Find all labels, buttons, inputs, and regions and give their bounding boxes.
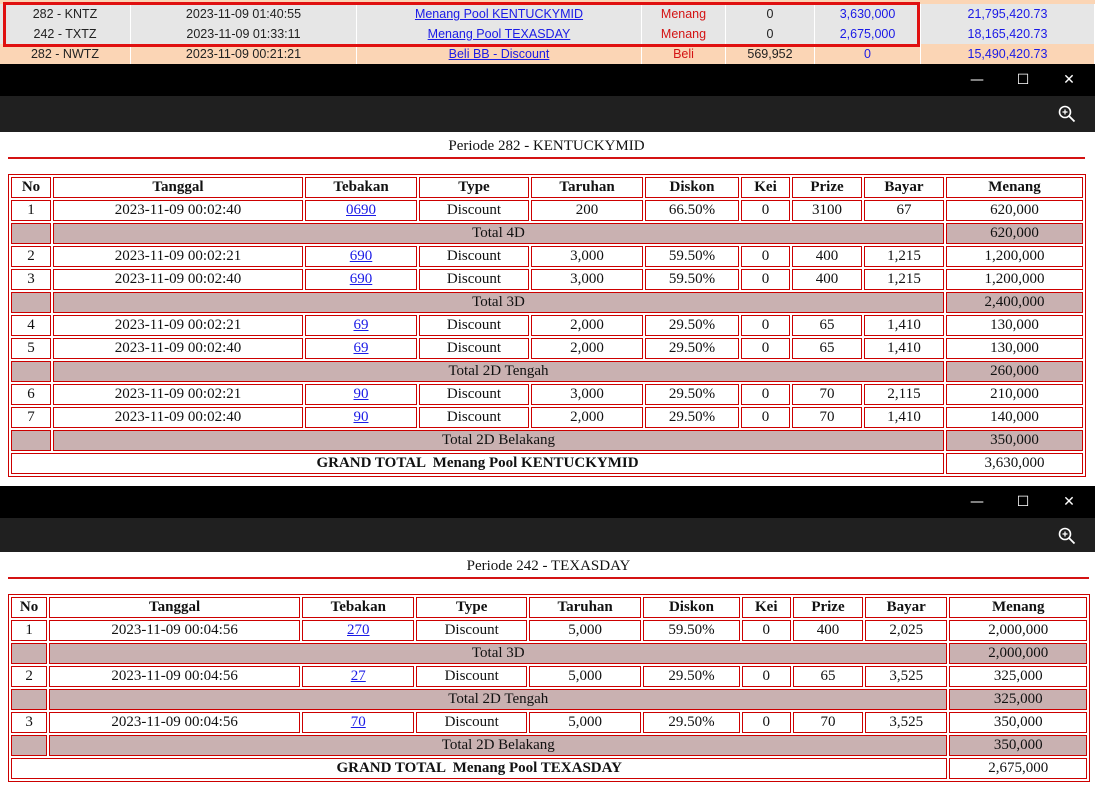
trx-debit: 0 — [726, 4, 815, 24]
cell-type: Discount — [419, 269, 529, 290]
transaction-row — [0, 44, 1095, 64]
cell-bayar: 67 — [864, 200, 944, 221]
report-window-kentuckymid — [0, 64, 1095, 488]
cell-kei: 0 — [741, 407, 790, 428]
maximize-icon[interactable]: ☐ — [1016, 72, 1030, 88]
trx-description — [357, 44, 642, 64]
cell-taruhan: 3,000 — [531, 246, 643, 267]
cell-bayar: 2,115 — [864, 384, 944, 405]
tebakan-link[interactable]: 270 — [347, 622, 370, 638]
cell-kei: 0 — [742, 666, 791, 687]
cell-bayar: 3,525 — [865, 712, 947, 733]
cell-no: 6 — [11, 384, 51, 405]
cell-tebakan — [302, 666, 414, 687]
cell-tanggal: 2023-11-09 00:02:40 — [53, 407, 303, 428]
cell-diskon: 66.50% — [645, 200, 739, 221]
cell-taruhan: 200 — [531, 200, 643, 221]
column-header: No — [11, 177, 51, 198]
tebakan-link[interactable]: 27 — [350, 668, 366, 684]
subtotal-spacer — [11, 430, 51, 451]
cell-type: Discount — [416, 712, 526, 733]
cell-no: 4 — [11, 315, 51, 336]
report-title: Periode 282 - KENTUCKYMID — [8, 138, 1085, 159]
cell-menang: 350,000 — [949, 712, 1087, 733]
subtotal-label: Total 4D — [53, 223, 944, 244]
close-icon[interactable]: ✕ — [1063, 494, 1075, 510]
tebakan-link[interactable]: 70 — [350, 714, 366, 730]
zoom-in-icon[interactable] — [1057, 526, 1077, 546]
column-header: Menang — [949, 597, 1087, 618]
cell-diskon: 29.50% — [645, 315, 739, 336]
cell-kei: 0 — [742, 620, 791, 641]
cell-no: 1 — [11, 200, 51, 221]
minimize-icon[interactable]: — — [970, 494, 984, 510]
cell-menang: 2,000,000 — [949, 620, 1087, 641]
subtotal-value: 260,000 — [946, 361, 1083, 382]
cell-taruhan: 2,000 — [531, 407, 643, 428]
cell-bayar: 1,410 — [864, 338, 944, 359]
column-header: No — [11, 597, 47, 618]
subtotal-label: Total 2D Tengah — [49, 689, 947, 710]
table-row — [11, 269, 1083, 290]
maximize-icon[interactable]: ☐ — [1016, 494, 1030, 510]
trx-balance: 21,795,420.73 — [921, 4, 1095, 24]
cell-tanggal: 2023-11-09 00:02:21 — [53, 315, 303, 336]
table-row — [11, 338, 1083, 359]
cell-prize: 70 — [792, 384, 862, 405]
cell-menang: 1,200,000 — [946, 269, 1083, 290]
cell-menang: 130,000 — [946, 338, 1083, 359]
column-header: Bayar — [865, 597, 947, 618]
trx-description — [357, 4, 642, 24]
cell-tanggal: 2023-11-09 00:04:56 — [49, 712, 300, 733]
cell-prize: 70 — [792, 407, 862, 428]
cell-taruhan: 3,000 — [531, 384, 643, 405]
subtotal-value: 2,000,000 — [949, 643, 1087, 664]
grand-total-row — [11, 453, 1083, 474]
trx-period: 242 - TXTZ — [0, 24, 131, 44]
column-header: Prize — [792, 177, 862, 198]
trx-description-link[interactable]: Menang Pool TEXASDAY — [427, 27, 571, 41]
column-header: Diskon — [643, 597, 739, 618]
cell-no: 7 — [11, 407, 51, 428]
cell-diskon: 29.50% — [645, 407, 739, 428]
subtotal-spacer — [11, 361, 51, 382]
cell-prize: 400 — [792, 269, 862, 290]
cell-diskon: 29.50% — [643, 666, 739, 687]
subtotal-row — [11, 361, 1083, 382]
trx-description-link[interactable]: Menang Pool KENTUCKYMID — [414, 7, 584, 21]
trx-credit: 2,675,000 — [815, 24, 921, 44]
subtotal-value: 2,400,000 — [946, 292, 1083, 313]
cell-menang: 140,000 — [946, 407, 1083, 428]
zoom-in-icon[interactable] — [1057, 104, 1077, 124]
table-row — [11, 712, 1087, 733]
subtotal-row — [11, 292, 1083, 313]
cell-tanggal: 2023-11-09 00:02:21 — [53, 246, 303, 267]
subtotal-label: Total 2D Tengah — [53, 361, 944, 382]
cell-bayar: 3,525 — [865, 666, 947, 687]
trx-type: Beli — [642, 44, 726, 64]
trx-period: 282 - NWTZ — [0, 44, 131, 64]
trx-description-link[interactable]: Beli BB - Discount — [448, 47, 550, 61]
trx-type: Menang — [642, 24, 726, 44]
cell-tanggal: 2023-11-09 00:04:56 — [49, 666, 300, 687]
cell-tebakan — [305, 200, 417, 221]
subtotal-row — [11, 643, 1087, 664]
cell-tebakan — [305, 315, 417, 336]
cell-tanggal: 2023-11-09 00:04:56 — [49, 620, 300, 641]
cell-tebakan — [305, 269, 417, 290]
cell-menang: 210,000 — [946, 384, 1083, 405]
cell-taruhan: 5,000 — [529, 620, 641, 641]
table-row — [11, 200, 1083, 221]
cell-tebakan — [302, 712, 414, 733]
trx-datetime: 2023-11-09 01:40:55 — [131, 4, 357, 24]
tebakan-link[interactable]: 690 — [349, 271, 373, 287]
table-header-row — [11, 597, 1087, 618]
cell-kei: 0 — [741, 246, 790, 267]
column-header: Type — [419, 177, 529, 198]
cell-taruhan: 2,000 — [531, 338, 643, 359]
cell-no: 2 — [11, 246, 51, 267]
grand-total-value: 3,630,000 — [946, 453, 1083, 474]
trx-credit: 3,630,000 — [815, 4, 921, 24]
tebakan-link[interactable]: 69 — [353, 317, 369, 333]
cell-prize: 65 — [792, 338, 862, 359]
cell-tebakan — [305, 384, 417, 405]
cell-tanggal: 2023-11-09 00:02:21 — [53, 384, 303, 405]
window-toolbar — [0, 518, 1095, 552]
cell-menang: 130,000 — [946, 315, 1083, 336]
cell-prize: 400 — [792, 246, 862, 267]
subtotal-value: 620,000 — [946, 223, 1083, 244]
cell-prize: 70 — [793, 712, 863, 733]
window-titlebar[interactable] — [0, 486, 1095, 518]
column-header: Menang — [946, 177, 1083, 198]
column-header: Taruhan — [529, 597, 641, 618]
cell-type: Discount — [419, 384, 529, 405]
table-row — [11, 666, 1087, 687]
close-icon[interactable]: ✕ — [1063, 72, 1075, 88]
cell-prize: 65 — [792, 315, 862, 336]
subtotal-spacer — [11, 643, 47, 664]
cell-prize: 65 — [793, 666, 863, 687]
cell-no: 2 — [11, 666, 47, 687]
tebakan-link[interactable]: 69 — [353, 340, 369, 356]
grand-total-label: GRAND TOTAL Menang Pool KENTUCKYMID — [11, 453, 944, 474]
trx-debit: 0 — [726, 24, 815, 44]
subtotal-spacer — [11, 689, 47, 710]
cell-prize: 400 — [793, 620, 863, 641]
cell-type: Discount — [416, 666, 526, 687]
subtotal-row — [11, 430, 1083, 451]
cell-tebakan — [305, 407, 417, 428]
cell-bayar: 1,215 — [864, 269, 944, 290]
cell-tanggal: 2023-11-09 00:02:40 — [53, 338, 303, 359]
cell-prize: 3100 — [792, 200, 862, 221]
cell-type: Discount — [419, 315, 529, 336]
column-header: Kei — [741, 177, 790, 198]
report-title: Periode 242 - TEXASDAY — [8, 558, 1089, 579]
table-header-row — [11, 177, 1083, 198]
cell-diskon: 59.50% — [645, 269, 739, 290]
cell-type: Discount — [416, 620, 526, 641]
column-header: Prize — [793, 597, 863, 618]
cell-diskon: 29.50% — [645, 338, 739, 359]
table-row — [11, 315, 1083, 336]
grand-total-label: GRAND TOTAL Menang Pool TEXASDAY — [11, 758, 947, 779]
tebakan-link[interactable]: 90 — [353, 386, 369, 402]
grand-total-value: 2,675,000 — [949, 758, 1087, 779]
cell-diskon: 29.50% — [645, 384, 739, 405]
cell-no: 3 — [11, 712, 47, 733]
trx-datetime: 2023-11-09 00:21:21 — [131, 44, 357, 64]
cell-tanggal: 2023-11-09 00:02:40 — [53, 200, 303, 221]
subtotal-label: Total 2D Belakang — [49, 735, 947, 756]
cell-menang: 1,200,000 — [946, 246, 1083, 267]
cell-tebakan — [305, 246, 417, 267]
cell-kei: 0 — [741, 269, 790, 290]
cell-taruhan: 5,000 — [529, 712, 641, 733]
subtotal-spacer — [11, 223, 51, 244]
cell-diskon: 29.50% — [643, 712, 739, 733]
cell-taruhan: 5,000 — [529, 666, 641, 687]
cell-taruhan: 3,000 — [531, 269, 643, 290]
transaction-row — [0, 4, 1095, 24]
column-header: Tebakan — [305, 177, 417, 198]
minimize-icon[interactable]: — — [970, 72, 984, 88]
report-window-texasday — [0, 486, 1095, 788]
cell-menang: 325,000 — [949, 666, 1087, 687]
cell-bayar: 2,025 — [865, 620, 947, 641]
column-header: Tebakan — [302, 597, 414, 618]
tebakan-link[interactable]: 690 — [349, 248, 373, 264]
window-toolbar — [0, 96, 1095, 132]
subtotal-row — [11, 735, 1087, 756]
cell-no: 1 — [11, 620, 47, 641]
subtotal-label: Total 3D — [49, 643, 947, 664]
cell-type: Discount — [419, 407, 529, 428]
cell-diskon: 59.50% — [645, 246, 739, 267]
subtotal-label: Total 2D Belakang — [53, 430, 944, 451]
subtotal-spacer — [11, 292, 51, 313]
column-header: Diskon — [645, 177, 739, 198]
cell-tanggal: 2023-11-09 00:02:40 — [53, 269, 303, 290]
cell-kei: 0 — [741, 200, 790, 221]
column-header: Type — [416, 597, 526, 618]
trx-balance: 18,165,420.73 — [921, 24, 1095, 44]
subtotal-value: 350,000 — [946, 430, 1083, 451]
tebakan-link[interactable]: 90 — [353, 409, 369, 425]
subtotal-row — [11, 689, 1087, 710]
trx-period: 282 - KNTZ — [0, 4, 131, 24]
trx-datetime: 2023-11-09 01:33:11 — [131, 24, 357, 44]
cell-no: 5 — [11, 338, 51, 359]
cell-bayar: 1,410 — [864, 407, 944, 428]
column-header: Bayar — [864, 177, 944, 198]
cell-kei: 0 — [741, 384, 790, 405]
table-row — [11, 246, 1083, 267]
cell-bayar: 1,410 — [864, 315, 944, 336]
cell-diskon: 59.50% — [643, 620, 739, 641]
subtotal-value: 350,000 — [949, 735, 1087, 756]
transaction-strip — [0, 0, 1095, 64]
cell-type: Discount — [419, 246, 529, 267]
cell-kei: 0 — [741, 338, 790, 359]
subtotal-row — [11, 223, 1083, 244]
grand-total-row — [11, 758, 1087, 779]
cell-tebakan — [302, 620, 414, 641]
cell-taruhan: 2,000 — [531, 315, 643, 336]
subtotal-spacer — [11, 735, 47, 756]
column-header: Tanggal — [53, 177, 303, 198]
trx-credit: 0 — [815, 44, 921, 64]
winnings-table — [8, 594, 1090, 782]
table-row — [11, 620, 1087, 641]
trx-type: Menang — [642, 4, 726, 24]
trx-description — [357, 24, 642, 44]
cell-menang: 620,000 — [946, 200, 1083, 221]
cell-kei: 0 — [741, 315, 790, 336]
subtotal-label: Total 3D — [53, 292, 944, 313]
table-row — [11, 407, 1083, 428]
column-header: Tanggal — [49, 597, 300, 618]
cell-type: Discount — [419, 338, 529, 359]
transaction-row — [0, 24, 1095, 44]
cell-no: 3 — [11, 269, 51, 290]
subtotal-value: 325,000 — [949, 689, 1087, 710]
column-header: Kei — [742, 597, 791, 618]
cell-bayar: 1,215 — [864, 246, 944, 267]
cell-type: Discount — [419, 200, 529, 221]
table-row — [11, 384, 1083, 405]
winnings-table — [8, 174, 1086, 477]
cell-kei: 0 — [742, 712, 791, 733]
cell-tebakan — [305, 338, 417, 359]
column-header: Taruhan — [531, 177, 643, 198]
tebakan-link[interactable]: 0690 — [346, 202, 376, 218]
trx-debit: 569,952 — [726, 44, 815, 64]
trx-balance: 15,490,420.73 — [921, 44, 1095, 64]
window-titlebar[interactable] — [0, 64, 1095, 96]
